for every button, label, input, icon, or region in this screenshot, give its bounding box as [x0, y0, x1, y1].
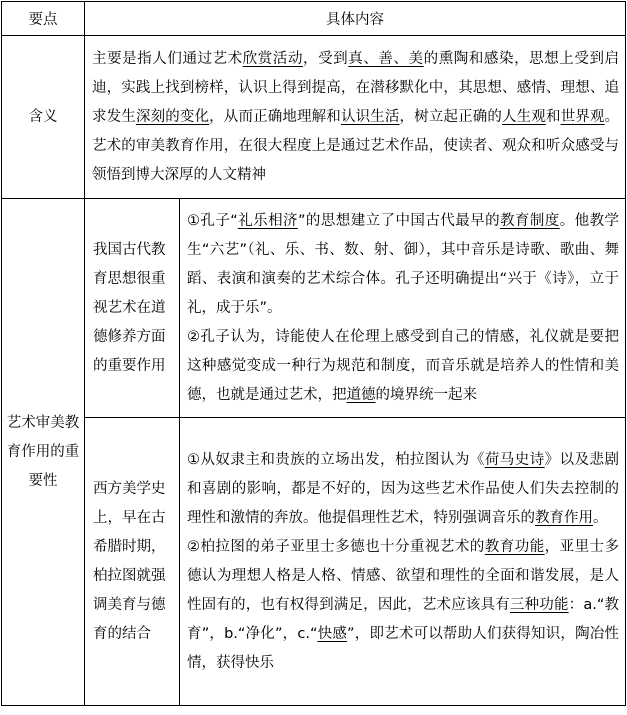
- western-point-2: [187, 533, 619, 678]
- text-segment: 和: [545, 108, 561, 125]
- underlined-term: 人生观: [502, 108, 546, 125]
- underlined-term: 快感: [317, 625, 348, 642]
- underlined-term: 欣赏活动: [242, 50, 304, 67]
- underlined-term: 教育作用: [535, 509, 593, 526]
- table-header-row: [2, 2, 626, 36]
- text-segment: ：a.“教育”，b.“净化”，c.“: [187, 596, 620, 642]
- text-segment: ，树立起正确的: [399, 108, 503, 125]
- underlined-term: 深刻的变化: [135, 108, 210, 125]
- underlined-term: 礼乐相济: [237, 212, 298, 229]
- text-segment: ”的思想建立了中国古代最早的: [297, 212, 500, 229]
- text-segment: 的熏陶和感染，思想上受到启迪，实践上找到榜样，认识上得到提高，在潜移默化中，其思想、感情、理想、追求发生: [92, 50, 620, 125]
- western-point-1: [187, 446, 619, 533]
- underlined-term: 教育功能: [484, 538, 545, 555]
- header-content: 具体内容: [85, 2, 626, 36]
- text-segment: 。: [593, 509, 608, 526]
- text-segment: ，受到: [303, 50, 349, 67]
- meaning-text: [85, 36, 626, 199]
- ancient-point-2: [187, 323, 619, 410]
- header-key: 要点: [2, 2, 85, 36]
- text-segment: ②柏拉图的弟子亚里士多德也十分重视艺术的: [187, 538, 485, 555]
- western-points: [180, 418, 626, 706]
- text-segment: ①从奴隶主和贵族的立场出发，柏拉图认为《: [187, 451, 485, 468]
- underlined-term: 真、善、美: [348, 50, 424, 67]
- text-segment: ①孔子“: [187, 212, 238, 229]
- meaning-label: 含义: [2, 36, 85, 199]
- text-segment: ”，即艺术可以帮助人们获得知识，陶冶性情，获得快乐: [187, 625, 619, 671]
- text-segment: 的境界统一起来: [375, 386, 477, 403]
- underlined-term: 教育制度: [500, 212, 560, 229]
- text-segment: ，亚里士多德认为理想人格是人格、情感、欲望和理性的全面和谐发展，是人性固有的，也有权得到满足，因此，艺术应该具有: [187, 538, 620, 613]
- meaning-row: [2, 36, 626, 199]
- underlined-term: 认识生活: [340, 108, 400, 125]
- western-title: 西方美学史上，早在古希腊时期，柏拉图就强调美育与德育的结合: [85, 418, 180, 706]
- underlined-term: 道德: [346, 386, 376, 403]
- underlined-term: 世界观: [560, 108, 605, 125]
- text-segment: 主要是指人们通过艺术: [92, 50, 243, 67]
- text-segment: ，从而正确地理解和: [209, 108, 341, 125]
- underlined-term: 荷马史诗: [484, 451, 545, 468]
- ancient-title: 我国古代教育思想很重视艺术在道德修养方面的重要作用: [85, 199, 180, 418]
- ancient-point-1: [187, 207, 619, 323]
- knowledge-table: [1, 1, 626, 706]
- ancient-points: [180, 199, 626, 418]
- western-row: [2, 418, 626, 706]
- text-segment: 。他教学生“六艺”（礼、乐、书、数、射、御），其中音乐是诗歌、歌曲、舞蹈、表演和演奏的艺术综合体。孔子还明确提出“兴于《诗》，立于礼，成于乐”。: [187, 212, 620, 316]
- underlined-term: 三种功能: [509, 596, 569, 613]
- text-segment: 。艺术的审美教育作用，在很大程度上是通过艺术作品，使读者、观众和听众感受与领悟到博大深厚的人文精神: [92, 108, 620, 183]
- text-segment: 》以及悲剧和喜剧的影响，都是不好的，因为这些艺术作品使人们失去控制的理性和激情的奔放。他提倡理性艺术，特别强调音乐的: [187, 451, 620, 526]
- ancient-row: [2, 199, 626, 418]
- meaning-paragraph: [92, 45, 619, 190]
- text-segment: ②孔子认为，诗能使人在伦理上感受到自己的情感，礼仪就是要把这种感觉变成一种行为规范和制度，而音乐就是培养人的性情和美德，也就是通过艺术，把: [187, 328, 619, 403]
- importance-label: 艺术审美教育作用的重要性: [2, 199, 85, 706]
